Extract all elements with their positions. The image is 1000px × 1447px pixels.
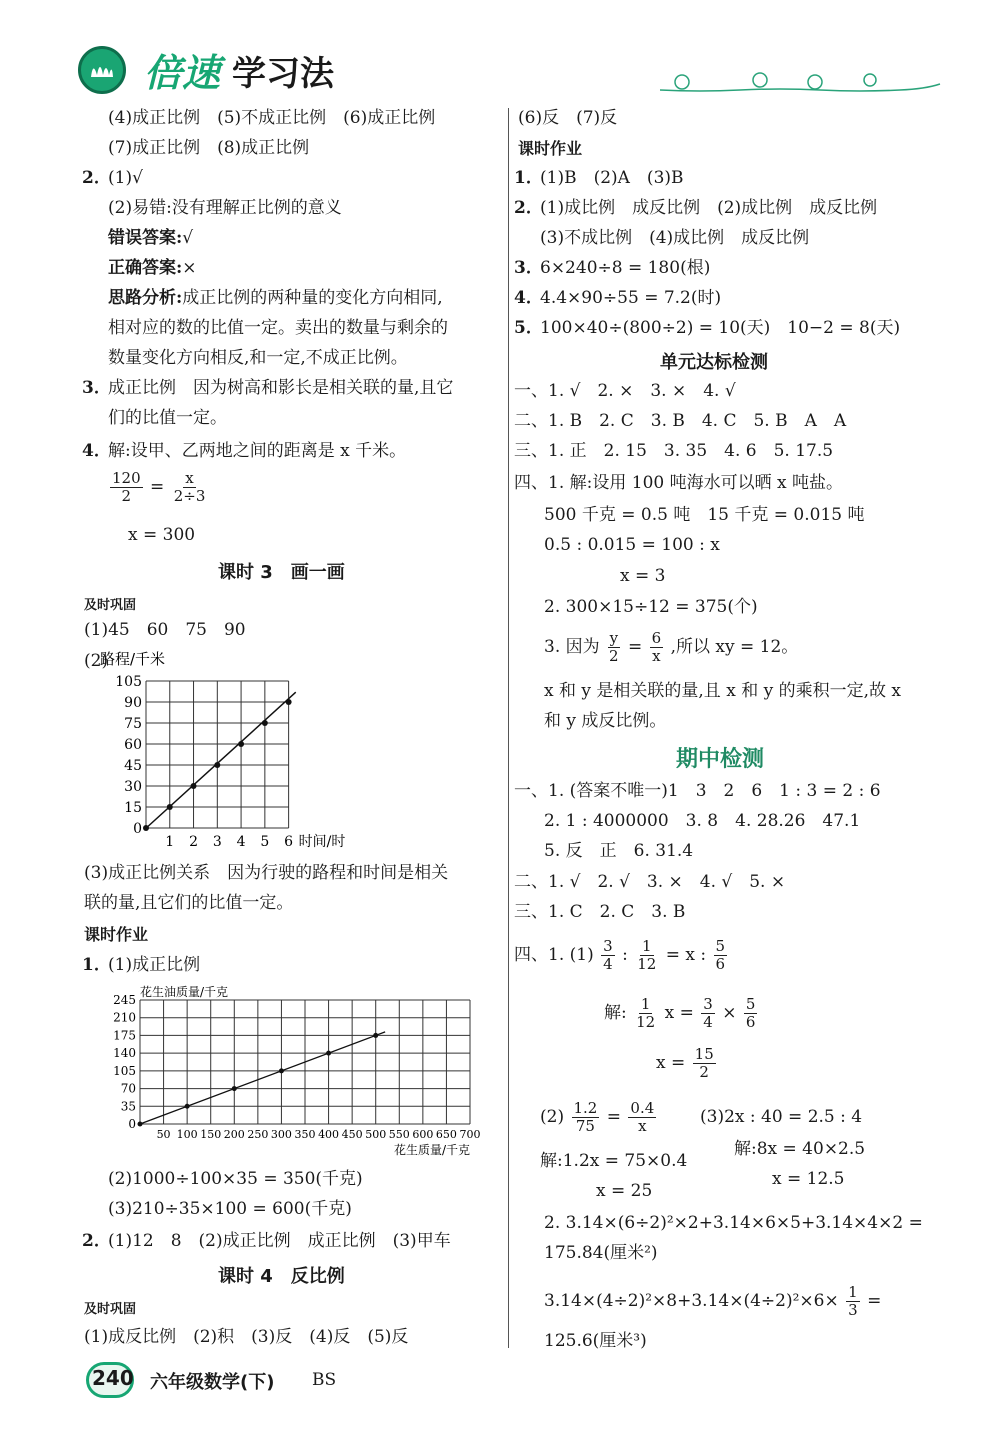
chart1-xlabel: 时间/时 (298, 834, 346, 850)
chart2-point (279, 1068, 284, 1073)
chart1-xtick: 6 (284, 834, 294, 850)
rh5-answer: 100×40÷(800÷2) = 10(天) 10−2 = 8(天) (540, 318, 901, 338)
wrong-answer (108, 223, 193, 253)
q4-frac1-denominator: 2 (121, 487, 132, 505)
analysis-label: 思路分析: (108, 288, 183, 308)
chart1-point (262, 720, 268, 726)
unit-frac1-num: y (609, 629, 619, 647)
mid-x-prefix: x = (656, 1053, 686, 1073)
chart2-ytick: 210 (113, 1010, 136, 1025)
mid-q2-f2n: 0.4 (630, 1099, 655, 1117)
chart2-xtick: 500 (365, 1128, 387, 1141)
lesson3-answer-3-line-1: (3)成正比例关系 因为行驶的路程和时间是相关 (84, 863, 449, 883)
analysis-text-1: 成正比例的两种量的变化方向相同, (182, 288, 443, 308)
unit-frac2-num: 6 (651, 629, 662, 647)
mid-q4-f2d: 12 (637, 955, 657, 973)
q4-fraction-2 (172, 470, 208, 505)
hw1-answer-1: (1)成正比例 (108, 955, 201, 975)
unit-frac2-den: x (652, 647, 661, 665)
chart1-ylabel: 路程/千米 (100, 650, 166, 668)
chart1-point (214, 762, 220, 768)
chart1-ytick: 30 (124, 779, 142, 795)
chart1-xtick: 1 (165, 834, 175, 850)
q4-equals: = (150, 477, 165, 497)
chart1-ytick: 45 (124, 758, 142, 774)
mid-line-9-left (540, 1100, 658, 1135)
wrong-answer-label: 错误答案: (108, 228, 183, 248)
q4-fraction-1 (110, 470, 143, 505)
mid-sol-frac-2 (701, 996, 715, 1031)
mid-sol-times: × (722, 1003, 737, 1023)
rh2-line-1: (1)成比例 成反比例 (2)成比例 成反比例 (540, 198, 878, 218)
left-line-2: (7)成正比例 (8)成正比例 (108, 138, 310, 158)
unit-line-6: 0.5 : 0.015 = 100 : x (544, 535, 720, 555)
right-line-1: (6)反 (7)反 (518, 108, 618, 128)
mid-vol-expr: 3.14×(4÷2)²×8+3.14×(4÷2)²×6× (544, 1291, 839, 1311)
mid-sol-f1d: 12 (636, 1013, 656, 1031)
chart2-point (185, 1104, 190, 1109)
mid-q2-prefix: (2) (540, 1107, 565, 1127)
mid-line-7 (604, 996, 759, 1031)
brand-method: 学习法 (232, 54, 334, 94)
mid-line-12: 2. 3.14×(6÷2)²×2+3.14×6×5+3.14×4×2 = (544, 1213, 923, 1233)
q4-frac2-numerator: x (185, 469, 194, 487)
chart2-xtick: 600 (412, 1128, 434, 1141)
unit-fraction-2 (650, 630, 664, 665)
mid-x-fd: 2 (699, 1063, 709, 1081)
lesson3-title: 课时 3 画一画 (218, 562, 345, 583)
mid-x-frac (693, 1046, 716, 1081)
mid-line-5: 三、1. C 2. C 3. B (514, 902, 686, 922)
q2-answer-2: (2)易错:没有理解正比例的意义 (108, 198, 342, 218)
chart2-ytick: 70 (120, 1081, 136, 1096)
chart1-ytick: 75 (124, 716, 142, 732)
mid-sol-frac-3 (744, 996, 758, 1031)
mid-q4-colon: : (622, 945, 628, 965)
unit-frac1-den: 2 (609, 647, 619, 665)
rh5-number: 5． (514, 318, 543, 338)
hw2-number: 2． (82, 1231, 111, 1251)
lesson3-answer-2-prefix: (2) (84, 651, 109, 671)
column-divider (508, 108, 509, 1348)
mid-vol-fn: 1 (848, 1283, 858, 1301)
chart1-ytick: 90 (124, 695, 142, 711)
wrong-answer-value: √ (182, 228, 194, 248)
q4-line-1: 解:设甲、乙两地之间的距离是 x 千米。 (108, 441, 407, 461)
page-number: 240 (92, 1366, 134, 1390)
mid-sol-f3d: 6 (745, 1013, 756, 1031)
chart1-ytick: 60 (124, 737, 142, 753)
mid-sol-mid: x = (664, 1003, 694, 1023)
chart1-ytick: 15 (124, 800, 142, 816)
unit-test-title: 单元达标检测 (660, 352, 768, 373)
chart1-point (286, 699, 292, 705)
q2-answer-1: (1)√ (108, 168, 143, 188)
unit-line-2: 二、1. B 2. C 3. B 4. C 5. B A A (514, 411, 847, 431)
chart2-point (232, 1086, 237, 1091)
chart1-point (167, 804, 173, 810)
hw2-answer: (1)12 8 (2)成正比例 成正比例 (3)甲车 (108, 1231, 451, 1251)
mid-q4-prefix: 四、1. (1) (514, 945, 594, 965)
unit-because: 3. 因为 (544, 637, 600, 657)
chart1-point (191, 783, 197, 789)
analysis-line-3: 数量变化方向相反,和一定,不成正比例。 (108, 348, 408, 368)
mid-line-10-right: 解:8x = 40×2.5 (734, 1139, 866, 1159)
unit-equals: = (627, 637, 643, 657)
mid-line-3: 5. 反 正 6. 31.4 (544, 841, 694, 861)
mid-line-1: 一、1. (答案不唯一)1 3 2 6 1 : 3 = 2 : 6 (514, 781, 881, 801)
mid-q4-frac-3 (714, 938, 728, 973)
unit-line-1: 一、1. √ 2. × 3. × 4. √ (514, 381, 736, 401)
chart2-ytick: 105 (113, 1063, 136, 1078)
mid-line-14 (544, 1284, 881, 1319)
mid-line-15: 125.6(厘米³) (544, 1331, 647, 1351)
chart2-xtick: 150 (200, 1128, 222, 1141)
chart2-point (373, 1033, 378, 1038)
mid-q4-f1d: 4 (603, 955, 613, 973)
rh1-number: 1． (514, 168, 543, 188)
chart2-xtick: 700 (459, 1128, 481, 1141)
mid-line-11-right: x = 12.5 (772, 1169, 845, 1189)
chart1-point (238, 741, 244, 747)
chart2-ytick: 0 (128, 1117, 136, 1131)
analysis-line-1 (108, 283, 443, 313)
unit-line-8: 2. 300×15÷12 = 375(个) (544, 597, 758, 617)
mid-line-4: 二、1. √ 2. √ 3. × 4. √ 5. × (514, 872, 786, 892)
chart2-xtick: 300 (270, 1128, 292, 1141)
logo-icon (78, 46, 126, 94)
mid-q4-mid: = x : (665, 945, 707, 965)
mid-sol-frac-1 (634, 996, 657, 1031)
unit-line-7: x = 3 (620, 566, 666, 586)
chart2-xtick: 200 (223, 1128, 245, 1141)
rh3-number: 3． (514, 258, 543, 278)
mid-q2-frac-1 (572, 1100, 600, 1135)
lesson3-answer-3-line-2: 联的量,且它们的比值一定。 (84, 893, 294, 913)
lesson3-consolidate-label: 及时巩固 (84, 598, 137, 613)
unit-fraction-1 (607, 630, 621, 665)
q3-number: 3． (82, 378, 111, 398)
correct-answer-value: × (182, 258, 197, 278)
mid-line-10-left: 解:1.2x = 75×0.4 (540, 1151, 688, 1171)
lesson3-answer-1: (1)45 60 75 90 (84, 620, 246, 640)
chart2-xtick: 400 (318, 1128, 340, 1141)
q4-frac2-denominator: 2÷3 (173, 487, 206, 505)
mid-line-13: 175.84(厘米²) (544, 1243, 658, 1263)
midterm-title: 期中检测 (676, 747, 765, 772)
right-homework-title: 课时作业 (518, 139, 583, 158)
chart2-ytick: 140 (113, 1046, 136, 1061)
mid-q4-f1n: 3 (603, 937, 613, 955)
mid-vol-frac (846, 1284, 860, 1319)
mid-q4-frac-1 (601, 938, 615, 973)
chart2-xtick: 50 (156, 1128, 171, 1141)
mid-line-9-right: (3)2x : 40 = 2.5 : 4 (700, 1107, 863, 1127)
hw1-answer-2: (2)1000÷100×35 = 350(千克) (108, 1169, 363, 1189)
chart1-point (143, 825, 149, 831)
q4-number: 4． (82, 441, 111, 461)
mid-q4-f2n: 1 (641, 937, 652, 955)
mid-q2-f2d: x (638, 1117, 647, 1135)
mid-vol-fd: 3 (848, 1301, 858, 1319)
rh2-number: 2． (514, 198, 543, 218)
chart1-xtick: 3 (212, 834, 222, 850)
peanut-oil-chart (96, 980, 496, 1160)
correct-answer-label: 正确答案: (108, 258, 183, 278)
chart2-xlabel: 花生质量/千克 (393, 1143, 470, 1157)
mid-sol-f2d: 4 (703, 1013, 713, 1031)
chart2-xtick: 350 (294, 1128, 316, 1141)
footer-edition: BS (312, 1370, 337, 1390)
mid-q2-f1n: 1.2 (573, 1099, 598, 1117)
mid-q4-f3n: 5 (715, 937, 726, 955)
unit-line-10: x 和 y 是相关联的量,且 x 和 y 的乘积一定,故 x (544, 681, 902, 701)
analysis-line-2: 相对应的数的比值一定。卖出的数量与剩余的 (108, 318, 448, 338)
mid-x-fn: 15 (694, 1045, 714, 1063)
rh4-number: 4． (514, 288, 543, 308)
distance-time-chart (100, 648, 360, 858)
mid-line-6 (514, 938, 729, 973)
mid-q2-equals: = (606, 1107, 622, 1127)
q2-number: 2． (82, 168, 111, 188)
brand-fast: 倍速 (144, 51, 221, 95)
chart2-point (326, 1051, 331, 1056)
chart1-xtick: 2 (189, 834, 199, 850)
chart2-xtick: 450 (341, 1128, 363, 1141)
chart2-ytick: 35 (120, 1099, 136, 1114)
mid-q2-f1d: 75 (575, 1117, 595, 1135)
chart2-xtick: 250 (247, 1128, 269, 1141)
mid-q2-frac-2 (628, 1100, 656, 1135)
left-line-1: (4)成正比例 (5)不成正比例 (6)成正比例 (108, 108, 436, 128)
q4-answer: x = 300 (128, 525, 196, 545)
unit-line-4: 四、1. 解:设用 100 吨海水可以晒 x 吨盐。 (514, 473, 844, 493)
q4-frac1-numerator: 120 (112, 469, 141, 487)
mid-q4-frac-2 (635, 938, 658, 973)
q3-line-1: 成正比例 因为树高和影长是相关联的量,且它 (108, 378, 454, 398)
chart2-ytick: 245 (113, 993, 136, 1007)
unit-line-11: 和 y 成反比例。 (544, 711, 667, 731)
header (70, 40, 940, 100)
chart2-xtick: 100 (176, 1128, 198, 1141)
mid-sol-f2n: 3 (703, 995, 713, 1013)
chart1-series-line (144, 692, 296, 830)
lesson4-title: 课时 4 反比例 (218, 1266, 345, 1287)
hw1-number: 1． (82, 955, 111, 975)
rh1-answer: (1)B (2)A (3)B (540, 168, 684, 188)
mid-line-11-left: x = 25 (596, 1181, 653, 1201)
rh4-answer: 4.4×90÷55 = 7.2(时) (540, 288, 722, 308)
chart1-ytick: 0 (133, 821, 142, 837)
mid-vol-equals: = (867, 1291, 882, 1311)
chart2-series-line (140, 1032, 385, 1124)
mid-q4-f3d: 6 (715, 955, 726, 973)
mid-line-2: 2. 1 : 4000000 3. 8 4. 28.26 47.1 (544, 811, 861, 831)
hw1-answer-3: (3)210÷35×100 = 600(千克) (108, 1199, 352, 1219)
unit-line-3: 三、1. 正 2. 15 3. 35 4. 6 5. 17.5 (514, 441, 834, 461)
rh3-answer: 6×240÷8 = 180(根) (540, 258, 711, 278)
chart1-xtick: 4 (236, 834, 246, 850)
chart1-ytick: 105 (115, 674, 142, 690)
correct-answer (108, 253, 197, 283)
lesson4-answer-1: (1)成反比例 (2)积 (3)反 (4)反 (5)反 (84, 1327, 409, 1347)
chart2-xtick: 550 (388, 1128, 410, 1141)
mid-sol-f3n: 5 (745, 995, 756, 1013)
rh2-line-2: (3)不成比例 (4)成比例 成反比例 (540, 228, 810, 248)
homework-title: 课时作业 (84, 925, 149, 944)
unit-line-5: 500 千克 = 0.5 吨 15 千克 = 0.015 吨 (544, 505, 865, 525)
chart2-point (138, 1122, 143, 1127)
chart2-ylabel: 花生油质量/千克 (140, 985, 229, 999)
header-swirl-decoration (660, 62, 950, 98)
mid-line-8 (656, 1046, 718, 1081)
q3-line-2: 们的比值一定。 (108, 408, 227, 428)
chart2-ytick: 175 (113, 1028, 136, 1043)
q4-equation (108, 470, 209, 505)
unit-so: ,所以 xy = 12。 (670, 637, 799, 657)
mid-sol-f1n: 1 (640, 995, 651, 1013)
unit-line-9 (544, 630, 798, 665)
mid-sol-prefix: 解: (604, 1003, 627, 1023)
chart1-xtick: 5 (260, 834, 270, 850)
chart2-xtick: 650 (435, 1128, 457, 1141)
lesson4-consolidate-label: 及时巩固 (84, 1302, 137, 1317)
footer-subject: 六年级数学(下) (150, 1372, 275, 1393)
